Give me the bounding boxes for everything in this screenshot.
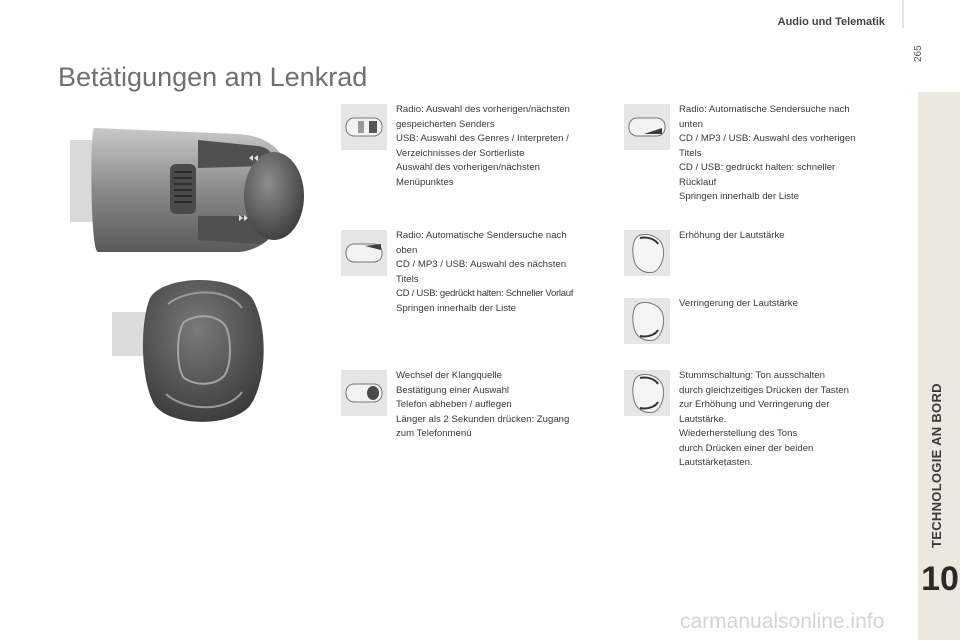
seek-down-thumbnail-icon [624,104,670,150]
seek-up-description: Radio: Auswahl des vorherigen/nächsten gespeicherten Senders USB: Auswahl des Genres / Interpreten / Verzeichnisses der Sortierliste Auswahl des vorherigen/nächsten Menüpunktes [396,104,570,188]
seek-next-thumbnail-icon [341,230,387,276]
header-divider-tick [902,0,904,28]
source-button-description: Wechsel der Klangquelle Bestätigung einer Auswahl Telefon abheben / auflegen Länger als 2 Sekunden drücken: Zugang zum Telefonmenü [396,370,570,439]
header-section-label: Audio und Telematik [777,16,885,28]
page-number: 265 [913,45,924,62]
seek-up-thumbnail-icon [341,104,387,150]
steering-stalk-illustration [68,120,306,268]
mute-description: Stummschaltung: Ton ausschalten durch gleichzeitiges Drücken der Tasten zur Erhöhung und Verringerung der Lautstärke. Wiederherstellung des Tons durch Drücken einer der beiden Lautstärketasten. [679,370,849,468]
source-button-thumbnail-icon [341,370,387,416]
seek-down-description: Radio: Automatische Sendersuche nach unten CD / MP3 / USB: Auswahl des vorherigen Titels CD / USB: gedrückt halten: schneller Rücklauf Springen innerhalb der Liste [679,104,856,202]
watermark: carmanualsonline.info [680,610,885,633]
mute-thumbnail-icon [624,370,670,416]
seek-next-description: Radio: Automatische Sendersuche nach oben CD / MP3 / USB: Auswahl des nächsten Titels CD / USB: gedrückt halten: Schneller Vorlauf Springen innerhalb der Liste [396,230,574,314]
volume-down-thumbnail-icon [624,298,670,344]
chapter-section-label: TECHNOLOGIE AN BORD [929,383,944,548]
volume-pad-illustration [110,268,270,428]
chapter-number: 10 [921,560,959,598]
volume-down-description: Verringerung der Lautstärke [679,298,798,309]
volume-up-description: Erhöhung der Lautstärke [679,230,785,241]
page-title: Betätigungen am Lenkrad [58,62,368,92]
volume-up-thumbnail-icon [624,230,670,276]
chapter-side-band [918,92,960,640]
